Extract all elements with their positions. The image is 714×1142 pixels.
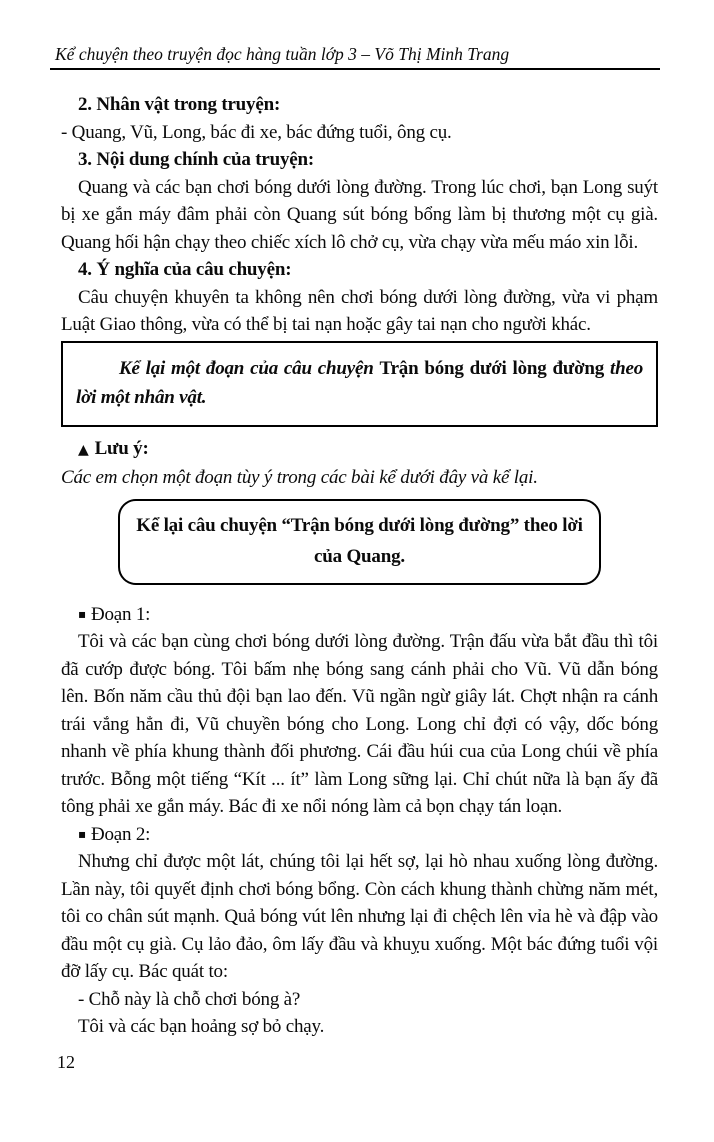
running-header	[50, 44, 660, 70]
note-label: Lưu ý:	[94, 437, 149, 459]
running-header-title: Kể chuyện theo truyện đọc hàng tuần lớp 3 – Võ Thị Minh Trang	[55, 44, 510, 64]
assignment-suffix: theo lời một nhân vật.	[76, 357, 644, 408]
square-bullet-icon: ▪	[78, 606, 86, 621]
content-summary: Quang và các bạn chơi bóng dưới lòng đường. Trong lúc chơi, bạn Long suýt bị xe gắn máy đâm phải còn Quang sút bóng bổng làm bị thương một cụ già. Quang hối hận chạy theo chiếc xích lô chở cụ, vừa chạy vừa mếu máo xin lỗi.	[61, 176, 658, 253]
dialogue-line: - Chỗ này là chỗ chơi bóng à?	[78, 988, 301, 1010]
story-title-box	[118, 499, 601, 585]
triangle-icon: ▲	[78, 441, 89, 458]
story-box-text: Kể lại câu chuyện “Trận bóng dưới lòng đường” theo lời của Quang.	[136, 514, 583, 567]
assignment-story-title: Trận bóng dưới lòng đường	[379, 357, 605, 379]
assignment-box	[61, 341, 658, 427]
passage-2-text: Nhưng chỉ được một lát, chúng tôi lại hết sợ, lại hò nhau xuống lòng đường. Lần này, tôi quyết định chơi bóng bổng. Còn cách khung thành chừng năm mét, tôi co chân sút mạnh. Quả bóng vút lên nhưng lại đi chệch lên vỉa hè và đập vào đầu một cụ già. Cụ lảo đảo, ôm lấy đầu và khuỵu xuống. Một bác đứng tuổi vội đỡ lấy cụ. Bác quát to:	[61, 851, 658, 982]
assignment-prefix: Kể lại một đoạn của câu chuyện	[119, 357, 380, 379]
passage-2-label: Đoạn 2:	[90, 823, 151, 845]
section-heading-meaning: 4. Ý nghĩa của câu chuyện:	[78, 259, 292, 280]
note-heading	[61, 435, 658, 465]
page-body	[61, 91, 658, 1041]
assignment-text	[76, 354, 643, 412]
page-number: 12	[57, 1052, 75, 1072]
passage-1-text: Tôi và các bạn cùng chơi bóng dưới lòng đường. Trận đấu vừa bắt đầu thì tôi đã cướp được bóng. Tôi bấm nhẹ bóng sang cánh phải cho Vũ. Vũ dẫn bóng lên. Bốn năm cầu thủ đội bạn lao đến. Vũ ngần ngừ giây lát. Chợt nhận ra cánh trái vắng hẳn đi, Vũ chuyền bóng cho Long. Long chỉ đợi có vậy, dốc bóng nhanh về phía khung thành đối phương. Cái đầu húi cua của Long chúi về phía trước. Bỗng một tiếng “Kít ... ít” làm Long sững lại. Chỉ chút nữa là bạn ấy đã tông phải xe gắn máy. Bác đi xe nổi nóng làm cả bọn chạy tán loạn.	[61, 631, 658, 817]
passage-1-label: Đoạn 1:	[90, 603, 151, 625]
section-heading-characters: 2. Nhân vật trong truyện:	[78, 94, 281, 115]
passage-1-label-line	[61, 601, 658, 629]
section-heading-content: 3. Nội dung chính của truyện:	[78, 149, 314, 170]
meaning-text: Câu chuyện khuyên ta không nên chơi bóng dưới lòng đường, vừa vi phạm Luật Giao thông, vừa có thể bị tai nạn hoặc gây tai nạn cho người khác.	[61, 286, 658, 335]
note-text: Các em chọn một đoạn tùy ý trong các bài kể dưới đây và kể lại.	[61, 467, 538, 488]
passage-2-label-line	[61, 821, 658, 849]
characters-list: - Quang, Vũ, Long, bác đi xe, bác đứng tuổi, ông cụ.	[61, 121, 452, 143]
closing-line: Tôi và các bạn hoảng sợ bỏ chạy.	[78, 1016, 325, 1037]
square-bullet-icon: ▪	[78, 826, 86, 841]
